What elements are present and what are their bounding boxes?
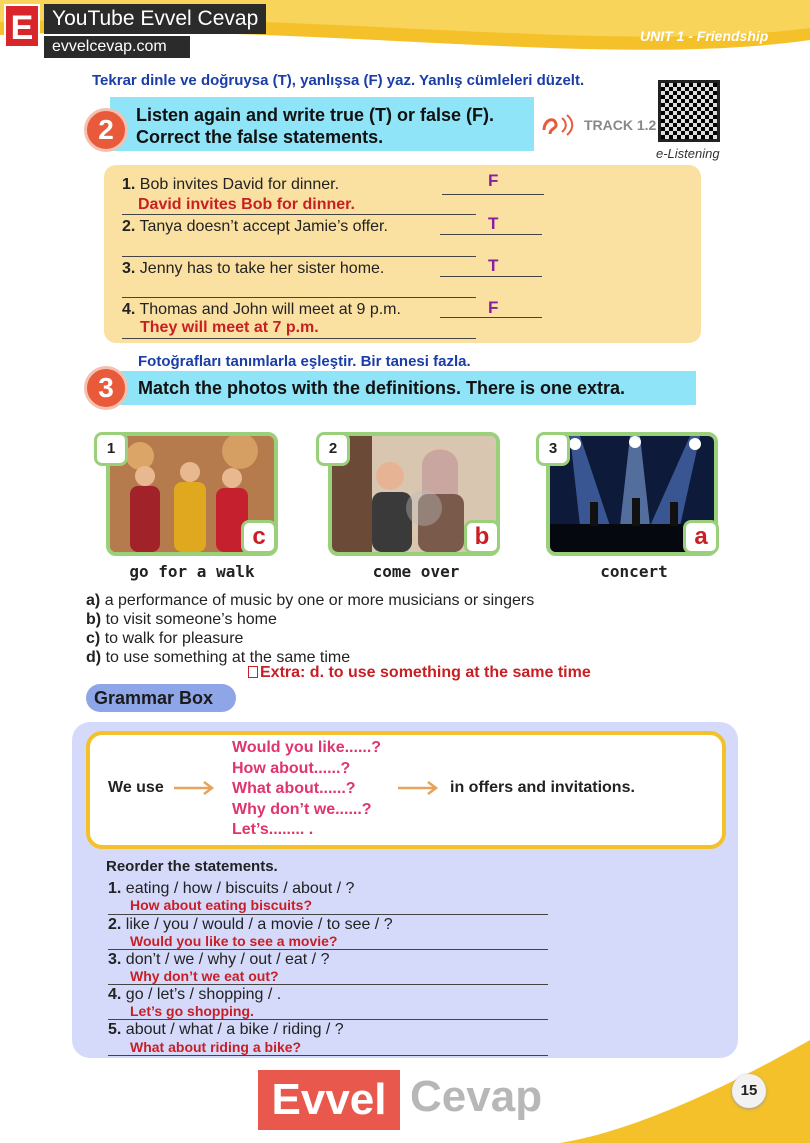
reorder-line xyxy=(108,1055,548,1056)
tf-answer-line xyxy=(440,234,542,235)
reorder-words: go / let’s / shopping / . xyxy=(125,986,282,1003)
reorder-words: don’t / we / why / out / eat / ? xyxy=(125,951,330,968)
reorder-item-5 xyxy=(108,1021,344,1039)
ear-icon[interactable] xyxy=(540,112,576,143)
reorder-num: 3. xyxy=(108,951,122,968)
definition-letter: b) xyxy=(86,611,102,628)
tf-answer-line xyxy=(442,194,544,195)
grammar-phrase: Would you like......? xyxy=(232,739,382,756)
elistening-label[interactable]: e-Listening xyxy=(656,146,720,161)
reorder-line xyxy=(108,914,548,915)
ex2-turkish-instruction: Tekrar dinle ve doğruysa (T), yanlışsa (F) yaz. Yanlış cümleleri düzelt. xyxy=(92,72,585,89)
grammar-phrase: What about......? xyxy=(232,780,356,797)
grammar-box-title: Grammar Box xyxy=(86,684,236,712)
photo-answer: b xyxy=(464,520,500,554)
tf-answer-line xyxy=(440,276,542,277)
reorder-words: like / you / would / a movie / to see / ? xyxy=(125,916,393,933)
ex3-turkish-instruction: Fotoğrafları tanımlarla eşleştir. Bir tanesi fazla. xyxy=(138,353,471,370)
reorder-answer: What about riding a bike? xyxy=(130,1039,302,1055)
page-number: 15 xyxy=(732,1074,766,1108)
photo-number: 1 xyxy=(94,432,128,466)
ex3-title: Match the photos with the definitions. There is one extra. xyxy=(138,378,626,398)
reorder-line xyxy=(108,949,548,950)
tf-num: 3. xyxy=(122,260,136,277)
correction-text: David invites Bob for dinner. xyxy=(138,196,355,213)
youtube-label[interactable]: YouTube Evvel Cevap xyxy=(44,4,266,34)
ex2-title xyxy=(136,104,494,148)
grammar-phrase: How about......? xyxy=(232,759,351,777)
reorder-item-1 xyxy=(108,880,354,898)
tf-answer: F xyxy=(488,298,499,317)
definition-text: to walk for pleasure xyxy=(104,630,244,647)
definition-letter: d) xyxy=(86,649,102,666)
reorder-answer: Would you like to see a movie? xyxy=(130,933,338,949)
tf-answer: F xyxy=(488,171,499,190)
we-use-label: We use xyxy=(108,779,164,796)
photo-number: 2 xyxy=(316,432,350,466)
extra-note xyxy=(248,664,591,682)
reorder-title: Reorder the statements. xyxy=(106,858,278,875)
photo-number: 3 xyxy=(536,432,570,466)
photo-answer: c xyxy=(241,520,277,554)
reorder-item-4 xyxy=(108,986,281,1004)
tf-num: 4. xyxy=(122,301,136,318)
photo-caption: concert xyxy=(600,562,668,581)
reorder-answer: Let’s go shopping. xyxy=(130,1003,254,1019)
qr-code-icon[interactable] xyxy=(658,80,720,142)
reorder-item-3 xyxy=(108,951,329,969)
tf-statement: Bob invites David for dinner. xyxy=(139,176,340,193)
definition-text: to use something at the same time xyxy=(105,649,351,666)
extra-marker-icon xyxy=(248,666,258,678)
reorder-words: about / what / a bike / riding / ? xyxy=(125,1021,344,1038)
ex3-number: 3 xyxy=(84,366,128,410)
tf-statement: Tanya doesn’t accept Jamie’s offer. xyxy=(139,218,388,235)
definition-letter: c) xyxy=(86,630,101,647)
correction-line xyxy=(122,297,476,298)
tf-answer: T xyxy=(488,214,499,233)
reorder-num: 5. xyxy=(108,1021,122,1038)
reorder-words: eating / how / biscuits / about / ? xyxy=(125,880,355,897)
tf-item-3 xyxy=(122,260,384,278)
reorder-line xyxy=(108,984,548,985)
reorder-num: 2. xyxy=(108,916,122,933)
tf-answer: T xyxy=(488,256,499,275)
reorder-num: 1. xyxy=(108,880,122,897)
tf-statement: Jenny has to take her sister home. xyxy=(139,260,385,277)
extra-note-text: Extra: d. to use something at the same time xyxy=(260,664,591,681)
grammar-phrase: Why don’t we......? xyxy=(232,800,372,818)
tf-num: 1. xyxy=(122,176,136,193)
reorder-answer: Why don’t we eat out? xyxy=(130,968,279,984)
track-label[interactable]: TRACK 1.2 xyxy=(584,117,657,133)
definition-text: a performance of music by one or more musicians or singers xyxy=(104,592,535,609)
grammar-purpose: in offers and invitations. xyxy=(450,779,635,796)
arrow-right-icon xyxy=(398,780,442,796)
footer-evvel-logo: Evvel xyxy=(258,1070,400,1130)
grammar-phrases xyxy=(232,738,381,841)
reorder-line xyxy=(108,1019,548,1020)
reorder-item-2 xyxy=(108,916,393,934)
tf-num: 2. xyxy=(122,218,136,235)
definition-item xyxy=(86,629,534,648)
brand-logo: E xyxy=(4,4,40,48)
arrow-right-icon xyxy=(174,780,218,796)
definition-item xyxy=(86,591,534,610)
tf-item-1 xyxy=(122,176,339,194)
correction-line xyxy=(122,214,476,215)
ex2-number: 2 xyxy=(84,108,128,152)
tf-item-2 xyxy=(122,218,388,236)
site-label[interactable]: evvelcevap.com xyxy=(44,36,190,58)
definition-list xyxy=(86,591,534,667)
grammar-phrase: Let’s........ . xyxy=(232,821,314,838)
footer-wave xyxy=(560,1040,810,1143)
definition-text: to visit someone’s home xyxy=(105,611,277,628)
correction-line xyxy=(122,338,476,339)
photo-caption: go for a walk xyxy=(129,562,255,581)
ex2-title-line2: Correct the false statements. xyxy=(136,127,384,147)
photo-caption: come over xyxy=(372,562,460,581)
reorder-num: 4. xyxy=(108,986,122,1003)
unit-title: UNIT 1 - Friendship xyxy=(640,28,769,44)
ex2-title-line1: Listen again and write true (T) or false (F). xyxy=(136,105,495,125)
correction-text: They will meet at 7 p.m. xyxy=(140,319,319,336)
footer-cevap-logo: Cevap xyxy=(410,1072,543,1121)
reorder-answer: How about eating biscuits? xyxy=(130,897,313,913)
photo-answer: a xyxy=(683,520,719,554)
definition-item xyxy=(86,610,534,629)
correction-line xyxy=(122,256,476,257)
definition-letter: a) xyxy=(86,592,101,609)
tf-statement: Thomas and John will meet at 9 p.m. xyxy=(139,301,401,318)
tf-item-4 xyxy=(122,301,401,319)
